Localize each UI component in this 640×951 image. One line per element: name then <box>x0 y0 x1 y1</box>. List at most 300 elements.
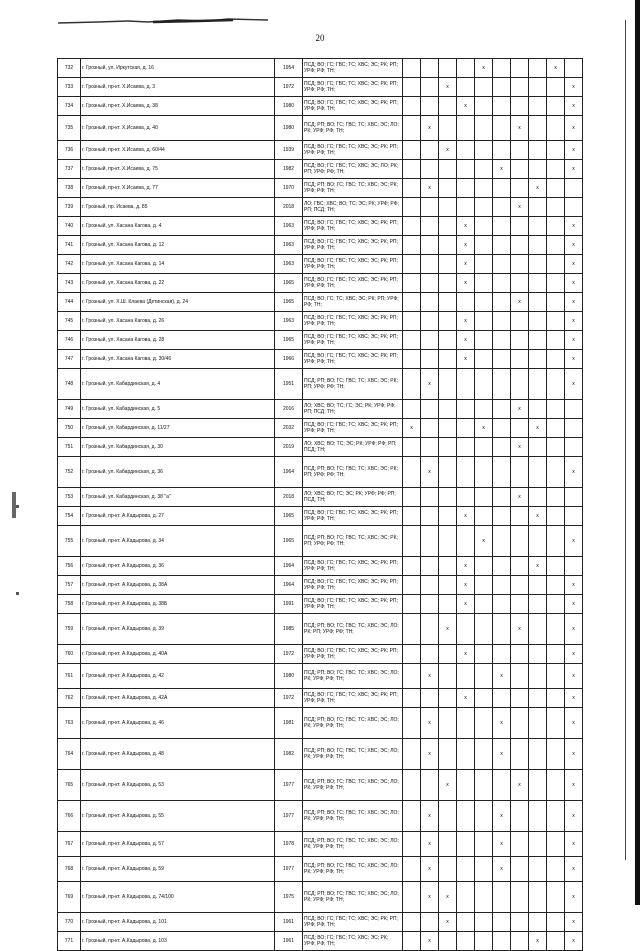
services-cell: ПСД; ВО; ГС; ГВС; ТС; ХВС; ЭС; РК; УРФ; РФ; ТН; <box>303 932 403 951</box>
mark-cell <box>439 160 457 179</box>
row-number: 770 <box>58 913 81 932</box>
services-cell: ПСД; ВО; ГС; ГВС; ТС; ХВС; ЭС; РК; РП; УРФ; РФ; ТН; <box>303 331 403 350</box>
address-cell: г. Грозный, пр-кт. А.Кадырова, д. 40А <box>81 645 275 664</box>
mark-cell: x <box>457 217 475 236</box>
mark-cell <box>403 882 421 913</box>
address-cell: г. Грозный, пр-кт. А.Кадырова, д. 46 <box>81 708 275 739</box>
mark-cell: x <box>439 614 457 645</box>
mark-cell <box>511 457 529 488</box>
address-cell: г. Грозный, ул. Кабардинская, д. 30 <box>81 438 275 457</box>
year-cell: 1978 <box>275 832 303 857</box>
mark-cell <box>493 689 511 708</box>
mark-cell <box>439 274 457 293</box>
table-row <box>58 801 583 832</box>
address-cell: г. Грозный, ул. Хасана Кагова, д. 4 <box>81 217 275 236</box>
mark-cell <box>475 198 493 217</box>
mark-cell <box>529 331 547 350</box>
services-cell: ПСД; ВО; ГС; ГВС; ТС; ХВС; ЭС; РК; РП; УРФ; РФ; ТН; <box>303 576 403 595</box>
mark-cell: x <box>565 457 583 488</box>
table-row <box>58 350 583 369</box>
mark-cell <box>529 160 547 179</box>
table-row <box>58 595 583 614</box>
services-cell: ПСД; ВО; ГС; ГВС; ТС; ХВС; ЭС; ЛО; РК; РП; УРФ; РФ; ТН; <box>303 160 403 179</box>
mark-cell <box>511 708 529 739</box>
table-row <box>58 438 583 457</box>
mark-cell <box>403 857 421 882</box>
mark-cell <box>421 255 439 274</box>
mark-cell <box>565 507 583 526</box>
mark-cell <box>565 438 583 457</box>
address-cell: г. Грозный, ул. Иркутская, д. 16 <box>81 59 275 78</box>
year-cell: 1977 <box>275 770 303 801</box>
mark-cell <box>493 488 511 507</box>
mark-cell: x <box>529 557 547 576</box>
mark-cell <box>547 801 565 832</box>
mark-cell <box>457 457 475 488</box>
mark-cell <box>421 614 439 645</box>
table-row <box>58 179 583 198</box>
mark-cell <box>439 857 457 882</box>
mark-cell <box>475 141 493 160</box>
mark-cell <box>529 255 547 274</box>
table-row <box>58 689 583 708</box>
mark-cell: x <box>565 78 583 97</box>
binding-dot <box>16 505 19 508</box>
address-cell: г. Грозный, пр-кт. Х.Исаева, д. 75 <box>81 160 275 179</box>
mark-cell <box>511 801 529 832</box>
mark-cell <box>529 526 547 557</box>
year-cell: 1981 <box>275 708 303 739</box>
mark-cell <box>547 160 565 179</box>
mark-cell: x <box>511 293 529 312</box>
mark-cell: x <box>565 141 583 160</box>
services-cell: ПСД; РП; ВО; ГС; ГВС; ТС; ХВС; ЭС; ЛО; РК; УРФ; РФ; ТН; <box>303 801 403 832</box>
mark-cell <box>421 59 439 78</box>
year-cell: 1991 <box>275 595 303 614</box>
table-row <box>58 274 583 293</box>
year-cell: 1980 <box>275 664 303 689</box>
services-cell: ПСД; ВО; ГС; ГВС; ТС; ХВС; ЭС; РК; РП; УРФ; РФ; ТН; <box>303 59 403 78</box>
mark-cell <box>403 689 421 708</box>
mark-cell <box>421 97 439 116</box>
mark-cell <box>403 293 421 312</box>
address-cell: г. Грозный, пр-кт. А.Кадырова, д. 42А <box>81 689 275 708</box>
mark-cell <box>511 595 529 614</box>
mark-cell <box>511 913 529 932</box>
mark-cell <box>475 350 493 369</box>
mark-cell: x <box>565 526 583 557</box>
services-cell: ПСД; ВО; ГС; ГВС; ТС; ХВС; ЭС; РК; РП; УРФ; РФ; ТН; <box>303 507 403 526</box>
mark-cell <box>475 913 493 932</box>
mark-cell: x <box>439 882 457 913</box>
mark-cell <box>421 400 439 419</box>
mark-cell <box>475 739 493 770</box>
mark-cell <box>511 97 529 116</box>
year-cell: 1963 <box>275 312 303 331</box>
year-cell: 2032 <box>275 419 303 438</box>
mark-cell: x <box>511 116 529 141</box>
mark-cell <box>439 689 457 708</box>
address-cell: г. Грозный, ул. Кабардинская, д. 36 <box>81 457 275 488</box>
mark-cell <box>547 78 565 97</box>
mark-cell <box>439 59 457 78</box>
page-number: 20 <box>315 33 325 43</box>
table-row <box>58 236 583 255</box>
row-number: 744 <box>58 293 81 312</box>
mark-cell <box>511 857 529 882</box>
mark-cell <box>421 274 439 293</box>
services-cell: ПСД; РП; ВО; ГС; ГВС; ТС; ХВС; ЭС; РК; РП; УРФ; РФ; ТН; <box>303 369 403 400</box>
row-number: 755 <box>58 526 81 557</box>
mark-cell <box>565 198 583 217</box>
mark-cell: x <box>565 236 583 255</box>
table-row <box>58 614 583 645</box>
mark-cell <box>529 438 547 457</box>
mark-cell <box>547 293 565 312</box>
mark-cell <box>403 331 421 350</box>
mark-cell <box>439 217 457 236</box>
mark-cell <box>547 488 565 507</box>
mark-cell <box>457 369 475 400</box>
row-number: 756 <box>58 557 81 576</box>
mark-cell <box>475 312 493 331</box>
mark-cell <box>421 576 439 595</box>
address-cell: г. Грозный, пр. Исаева, д. 85 <box>81 198 275 217</box>
mark-cell <box>457 488 475 507</box>
mark-cell <box>475 832 493 857</box>
row-number: 750 <box>58 419 81 438</box>
mark-cell <box>493 59 511 78</box>
table-row <box>58 78 583 97</box>
row-number: 739 <box>58 198 81 217</box>
mark-cell <box>529 595 547 614</box>
mark-cell <box>565 488 583 507</box>
mark-cell <box>439 507 457 526</box>
mark-cell <box>475 293 493 312</box>
mark-cell <box>547 116 565 141</box>
mark-cell <box>421 488 439 507</box>
mark-cell <box>403 913 421 932</box>
mark-cell <box>547 557 565 576</box>
mark-cell <box>421 141 439 160</box>
row-number: 746 <box>58 331 81 350</box>
address-cell: г. Грозный, пр-кт. Х.Исаева, д. 40 <box>81 116 275 141</box>
mark-cell <box>439 457 457 488</box>
services-cell: ПСД; РП; ВО; ГС; ГВС; ТС; ХВС; ЭС; ЛО; РК; РП; УРФ; РФ; ТН; <box>303 614 403 645</box>
row-number: 742 <box>58 255 81 274</box>
mark-cell <box>475 557 493 576</box>
mark-cell <box>547 274 565 293</box>
mark-cell <box>403 116 421 141</box>
mark-cell: x <box>565 116 583 141</box>
mark-cell <box>475 614 493 645</box>
mark-cell <box>493 78 511 97</box>
mark-cell <box>475 179 493 198</box>
table-row <box>58 664 583 689</box>
mark-cell <box>511 557 529 576</box>
year-cell: 1951 <box>275 369 303 400</box>
mark-cell <box>547 438 565 457</box>
services-cell: ПСД; РП; ВО; ГС; ГВС; ТС; ХВС; ЭС; ЛО; РК; УРФ; РФ; ТН; <box>303 857 403 882</box>
address-cell: г. Грозный, пр-кт. А.Кадырова, д. 38Б <box>81 595 275 614</box>
mark-cell <box>403 78 421 97</box>
mark-cell: x <box>493 664 511 689</box>
mark-cell <box>493 97 511 116</box>
services-cell: ПСД; РП; ВО; ГС; ГВС; ТС; ХВС; ЭС; ЛО; РК; УРФ; РФ; ТН; <box>303 770 403 801</box>
mark-cell <box>547 198 565 217</box>
services-cell: ПСД; ВО; ГС; ГВС; ТС; ХВС; ЭС; РК; РП; УРФ; РФ; ТН; <box>303 913 403 932</box>
mark-cell <box>403 141 421 160</box>
mark-cell <box>547 507 565 526</box>
mark-cell <box>403 438 421 457</box>
mark-cell <box>403 576 421 595</box>
mark-cell <box>439 293 457 312</box>
mark-cell <box>475 217 493 236</box>
mark-cell <box>493 293 511 312</box>
mark-cell <box>475 689 493 708</box>
mark-cell <box>547 526 565 557</box>
address-cell: г. Грозный, ул. Хасана Кагова, д. 12 <box>81 236 275 255</box>
mark-cell <box>475 457 493 488</box>
mark-cell <box>475 770 493 801</box>
mark-cell <box>439 576 457 595</box>
table-row <box>58 739 583 770</box>
mark-cell: x <box>529 932 547 951</box>
mark-cell <box>511 236 529 255</box>
mark-cell <box>457 770 475 801</box>
mark-cell <box>403 179 421 198</box>
mark-cell <box>403 457 421 488</box>
services-cell: ПСД; РП; ВО; ГС; ГВС; ТС; ХВС; ЭС; ЛО; РК; УРФ; РФ; ТН; <box>303 116 403 141</box>
table-row <box>58 832 583 857</box>
services-cell: ЛО; ХВС; ВО; ТС; ЭС; РК; УРФ; РФ; РП; ПСД; ТН; <box>303 438 403 457</box>
mark-cell: x <box>493 857 511 882</box>
mark-cell <box>493 557 511 576</box>
mark-cell: x <box>457 97 475 116</box>
mark-cell <box>475 274 493 293</box>
mark-cell <box>421 236 439 255</box>
services-cell: ПСД; РП; ВО; ГС; ГВС; ТС; ХВС; ЭС; РК; РП; УРФ; РФ; ТН; <box>303 526 403 557</box>
row-number: 732 <box>58 59 81 78</box>
mark-cell: x <box>565 832 583 857</box>
mark-cell: x <box>493 801 511 832</box>
mark-cell: x <box>421 179 439 198</box>
table-row <box>58 293 583 312</box>
mark-cell <box>421 312 439 331</box>
mark-cell <box>493 645 511 664</box>
mark-cell: x <box>511 488 529 507</box>
mark-cell <box>457 141 475 160</box>
mark-cell <box>439 832 457 857</box>
mark-cell <box>565 419 583 438</box>
mark-cell <box>529 217 547 236</box>
mark-cell <box>421 526 439 557</box>
mark-cell <box>457 739 475 770</box>
mark-cell: x <box>565 331 583 350</box>
mark-cell <box>421 438 439 457</box>
mark-cell <box>529 689 547 708</box>
table-row <box>58 419 583 438</box>
mark-cell <box>529 59 547 78</box>
address-cell: г. Грозный, ул. Хасана Кагова, д. 30/46 <box>81 350 275 369</box>
row-number: 734 <box>58 97 81 116</box>
table-body <box>58 59 583 951</box>
address-cell: г. Грозный, пр-кт. А.Кадырова, д. 53 <box>81 770 275 801</box>
mark-cell <box>475 576 493 595</box>
mark-cell <box>403 369 421 400</box>
mark-cell <box>529 369 547 400</box>
year-cell: 2016 <box>275 400 303 419</box>
mark-cell <box>511 350 529 369</box>
services-cell: ПСД; ВО; ГС; ГВС; ТС; ХВС; ЭС; РК; РП; УРФ; РФ; ТН; <box>303 78 403 97</box>
row-number: 769 <box>58 882 81 913</box>
mark-cell: x <box>457 274 475 293</box>
year-cell: 1972 <box>275 645 303 664</box>
mark-cell <box>439 932 457 951</box>
mark-cell <box>511 419 529 438</box>
mark-cell: x <box>529 507 547 526</box>
mark-cell <box>421 160 439 179</box>
mark-cell <box>529 913 547 932</box>
row-number: 735 <box>58 116 81 141</box>
mark-cell <box>439 255 457 274</box>
mark-cell: x <box>565 160 583 179</box>
mark-cell <box>511 141 529 160</box>
mark-cell <box>565 557 583 576</box>
year-cell: 1982 <box>275 160 303 179</box>
mark-cell <box>547 255 565 274</box>
mark-cell: x <box>565 689 583 708</box>
services-cell: ПСД; РП; ВО; ГС; ГВС; ТС; ХВС; ЭС; ЛО; РК; УРФ; РФ; ТН; <box>303 739 403 770</box>
mark-cell <box>529 614 547 645</box>
address-cell: г. Грозный, пр-кт. Х.Исаева, д. 38 <box>81 97 275 116</box>
mark-cell <box>457 400 475 419</box>
mark-cell <box>403 832 421 857</box>
mark-cell <box>511 179 529 198</box>
mark-cell <box>493 932 511 951</box>
mark-cell <box>475 664 493 689</box>
mark-cell <box>529 312 547 331</box>
services-cell: ПСД; РП; ВО; ГС; ГВС; ТС; ХВС; ЭС; ЛО; РК; УРФ; РФ; ТН; <box>303 832 403 857</box>
mark-cell <box>547 141 565 160</box>
row-number: 764 <box>58 739 81 770</box>
mark-cell <box>493 312 511 331</box>
binding-dot <box>16 592 19 595</box>
services-cell: ПСД; РП; ВО; ГС; ГВС; ТС; ХВС; ЭС; РК; РП; УРФ; РФ; ТН; <box>303 457 403 488</box>
mark-cell <box>493 913 511 932</box>
table-row <box>58 526 583 557</box>
mark-cell <box>439 116 457 141</box>
mark-cell <box>421 689 439 708</box>
row-number: 754 <box>58 507 81 526</box>
mark-cell <box>403 595 421 614</box>
table-row <box>58 217 583 236</box>
mark-cell <box>493 116 511 141</box>
mark-cell: x <box>421 932 439 951</box>
mark-cell <box>457 664 475 689</box>
mark-cell <box>493 236 511 255</box>
address-cell: г. Грозный, пр-кт. А.Кадырова, д. 74/100 <box>81 882 275 913</box>
table-row <box>58 160 583 179</box>
mark-cell <box>403 770 421 801</box>
row-number: 753 <box>58 488 81 507</box>
mark-cell <box>493 274 511 293</box>
year-cell: 1965 <box>275 331 303 350</box>
row-number: 768 <box>58 857 81 882</box>
mark-cell <box>565 59 583 78</box>
mark-cell <box>547 857 565 882</box>
mark-cell <box>529 293 547 312</box>
mark-cell <box>547 97 565 116</box>
mark-cell <box>547 350 565 369</box>
address-cell: г. Грозный, пр-кт. А.Кадырова, д. 36 <box>81 557 275 576</box>
mark-cell: x <box>511 198 529 217</box>
mark-cell: x <box>565 645 583 664</box>
mark-cell <box>547 932 565 951</box>
mark-cell <box>475 857 493 882</box>
mark-cell <box>493 331 511 350</box>
mark-cell: x <box>439 141 457 160</box>
table-row <box>58 932 583 951</box>
table-row <box>58 198 583 217</box>
mark-cell <box>529 78 547 97</box>
mark-cell <box>439 801 457 832</box>
services-cell: ПСД; ВО; ГС; ГВС; ТС; ХВС; ЭС; РК; РП; УРФ; РФ; ТН; <box>303 350 403 369</box>
mark-cell <box>457 932 475 951</box>
mark-cell: x <box>457 595 475 614</box>
mark-cell <box>529 645 547 664</box>
mark-cell <box>475 645 493 664</box>
year-cell: 2019 <box>275 438 303 457</box>
table-row <box>58 557 583 576</box>
mark-cell: x <box>421 116 439 141</box>
mark-cell <box>403 160 421 179</box>
mark-cell: x <box>565 350 583 369</box>
mark-cell: x <box>565 801 583 832</box>
year-cell: 1963 <box>275 255 303 274</box>
mark-cell <box>511 274 529 293</box>
mark-cell <box>475 801 493 832</box>
mark-cell <box>493 179 511 198</box>
year-cell: 1939 <box>275 141 303 160</box>
mark-cell <box>511 217 529 236</box>
services-cell: ПСД; ВО; ГС; ГВС; ТС; ХВС; ЭС; РК; РП; УРФ; РФ; ТН; <box>303 97 403 116</box>
mark-cell: x <box>565 857 583 882</box>
row-number: 748 <box>58 369 81 400</box>
mark-cell <box>439 664 457 689</box>
mark-cell: x <box>565 97 583 116</box>
table-row <box>58 312 583 331</box>
address-cell: г. Грозный, ул. Х.Ш. Клаева (Детинская), д. 24 <box>81 293 275 312</box>
mark-cell <box>421 507 439 526</box>
mark-cell: x <box>457 507 475 526</box>
address-cell: г. Грозный, пр-кт. Х.Исаева, д. 60/44 <box>81 141 275 160</box>
services-cell: ПСД; ВО; ГС; ГВС; ТС; ХВС; ЭС; РК; РП; УРФ; РФ; ТН; <box>303 557 403 576</box>
mark-cell <box>511 739 529 770</box>
address-cell: г. Грозный, пр-кт. А.Кадырова, д. 27 <box>81 507 275 526</box>
services-cell: ПСД; ВО; ГС; ГВС; ТС; ХВС; ЭС; РК; РП; УРФ; РФ; ТН; <box>303 419 403 438</box>
mark-cell <box>457 708 475 739</box>
table-row <box>58 59 583 78</box>
mark-cell <box>547 369 565 400</box>
mark-cell <box>439 312 457 331</box>
address-cell: г. Грозный, пр-кт. А.Кадырова, д. 42 <box>81 664 275 689</box>
address-cell: г. Грозный, ул. Хасана Кагова, д. 14 <box>81 255 275 274</box>
table-row <box>58 97 583 116</box>
table-row <box>58 457 583 488</box>
services-cell: ПСД; ВО; ГС; ГВС; ТС; ХВС; ЭС; РК; РП; УРФ; РФ; ТН; <box>303 255 403 274</box>
address-cell: г. Грозный, пр-кт. А.Кадырова, д. 55 <box>81 801 275 832</box>
